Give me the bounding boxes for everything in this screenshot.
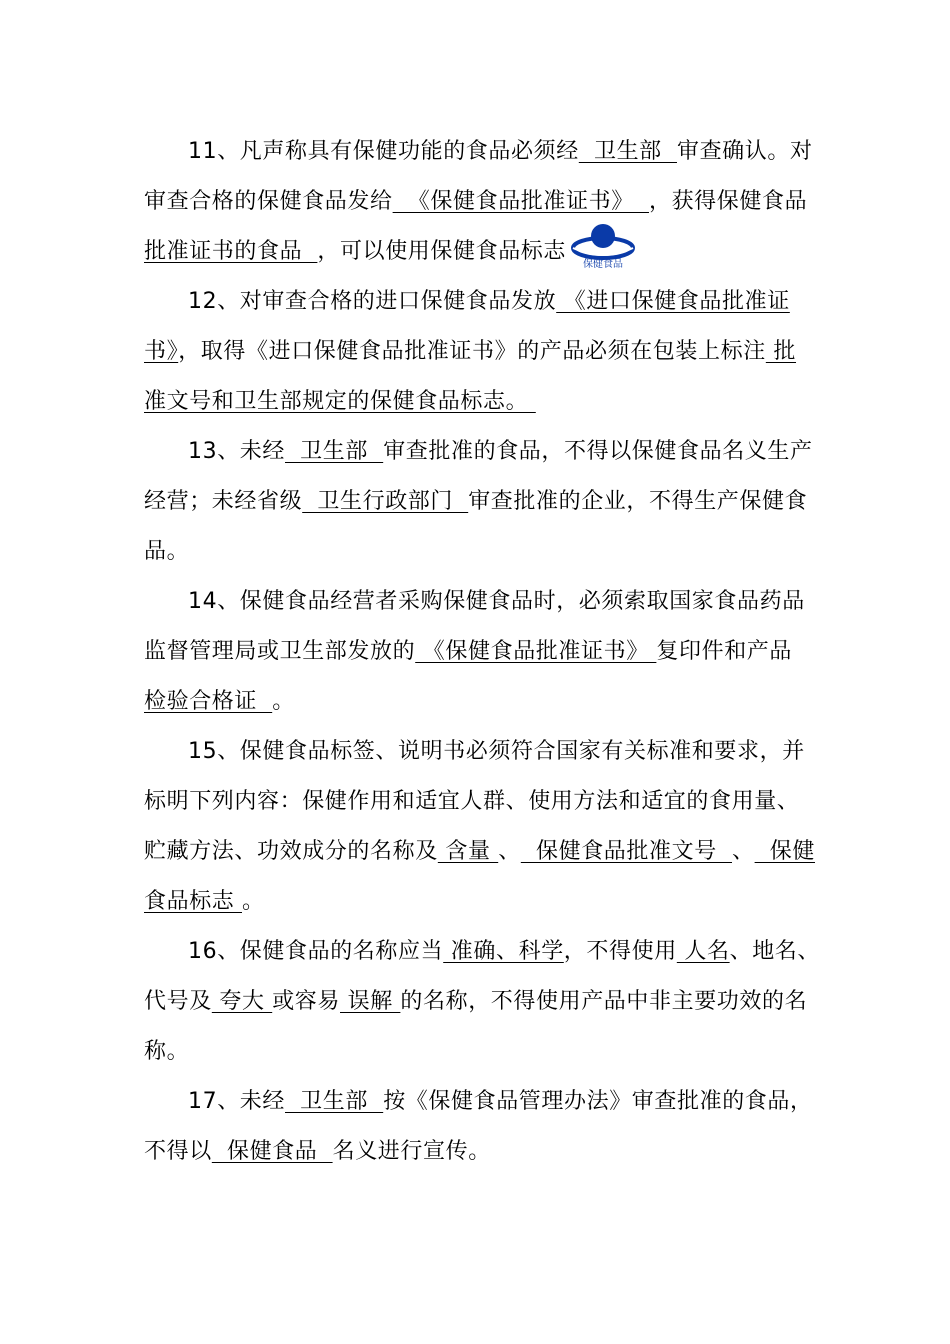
text-segment: 。 xyxy=(242,889,265,914)
text-line xyxy=(144,627,792,677)
text-segment: 按《保健食品管理办法》审查批准的食品， xyxy=(383,1089,813,1114)
text-segment: ，取得《进口保健食品批准证书》的产品必须在包装上标注 xyxy=(178,339,766,364)
underlined-answer: 书》 xyxy=(144,339,179,364)
text-line xyxy=(188,927,820,977)
text-segment: 称。 xyxy=(144,1039,190,1064)
text-line xyxy=(144,977,807,1027)
text-segment: 标明下列内容：保健作用和适宜人群、使用方法和适宜的食用量、 xyxy=(144,789,800,814)
text-line xyxy=(188,127,813,177)
text-segment: 监督管理局或卫生部发放的 xyxy=(144,639,416,664)
text-line xyxy=(144,227,566,277)
text-line xyxy=(144,477,807,527)
underlined-answer: 卫生部 xyxy=(285,439,384,464)
text-segment: 不得以 xyxy=(144,1139,212,1164)
underlined-answer: 保健食品批准文号 xyxy=(520,839,732,864)
underlined-answer: 批 xyxy=(765,339,797,364)
text-line xyxy=(144,827,815,877)
underlined-answer: 夸大 xyxy=(211,989,273,1014)
text-line xyxy=(144,527,189,577)
text-segment: 、 xyxy=(498,839,521,864)
text-segment: 、 xyxy=(732,839,755,864)
text-segment: 12、对审查合格的进口保健食品发放 xyxy=(188,289,557,314)
text-segment: 11、凡声称具有保健功能的食品必须经 xyxy=(188,139,579,164)
text-segment: 名义进行宣传。 xyxy=(332,1139,491,1164)
underlined-answer: 保健 xyxy=(754,839,815,864)
text-segment: 。 xyxy=(272,689,295,714)
underlined-answer: 食品标志 xyxy=(144,889,242,914)
text-segment: 经营；未经省级 xyxy=(144,489,303,514)
text-segment: 16、保健食品的名称应当 xyxy=(188,939,444,964)
underlined-answer: 卫生部 xyxy=(285,1089,384,1114)
text-segment: 复印件和产品 xyxy=(656,639,792,664)
text-segment: 审查合格的保健食品发给 xyxy=(144,189,393,214)
text-segment: 17、未经 xyxy=(188,1089,285,1114)
text-segment: 审查批准的食品，不得以保健食品名义生产 xyxy=(383,439,813,464)
underlined-answer: 《保健食品批准证书》 xyxy=(392,189,649,214)
health-food-logo-caption: 保健食品 xyxy=(583,259,623,270)
health-food-logo-graphic xyxy=(570,222,636,260)
text-segment: 或容易 xyxy=(272,989,341,1014)
underlined-answer: 卫生行政部门 xyxy=(302,489,469,514)
underlined-answer: 《保健食品批准证书》 xyxy=(415,639,657,664)
text-segment: 的名称，不得使用产品中非主要功效的名 xyxy=(400,989,808,1014)
underlined-answer: 准确、科学 xyxy=(443,939,564,964)
text-line xyxy=(188,277,790,327)
underlined-answer: 卫生部 xyxy=(578,139,677,164)
underlined-answer: 检验合格证 xyxy=(144,689,273,714)
text-line xyxy=(144,377,536,427)
text-line xyxy=(188,727,805,777)
text-segment: ，获得保健食品 xyxy=(648,189,808,214)
text-segment: 贮藏方法、功效成分的名称及 xyxy=(144,839,438,864)
text-segment: 13、未经 xyxy=(188,439,285,464)
text-line xyxy=(188,427,813,477)
health-food-logo-icon xyxy=(570,222,636,274)
text-segment: 代号及 xyxy=(144,989,212,1014)
underlined-answer: 误解 xyxy=(340,989,401,1014)
text-line xyxy=(144,677,295,727)
text-line xyxy=(188,577,805,627)
underlined-answer: 含量 xyxy=(437,839,499,864)
underlined-answer: 人名 xyxy=(676,939,730,964)
text-line xyxy=(144,1027,189,1077)
underlined-answer: 批准证书的食品 xyxy=(144,239,318,264)
text-line xyxy=(144,327,796,377)
text-line xyxy=(188,1077,813,1127)
text-segment: 15、保健食品标签、说明书必须符合国家有关标准和要求，并 xyxy=(188,739,805,764)
text-segment: 、地名、 xyxy=(729,939,821,964)
text-line xyxy=(144,177,807,227)
underlined-answer: 《进口保健食品批准证 xyxy=(556,289,790,314)
underlined-answer: 保健食品 xyxy=(211,1139,333,1164)
text-segment: 14、保健食品经营者采购保健食品时，必须索取国家食品药品 xyxy=(188,589,805,614)
text-line xyxy=(144,777,799,827)
text-segment: ，不得使用 xyxy=(563,939,677,964)
underlined-answer: 准文号和卫生部规定的保健食品标志。 xyxy=(144,389,536,414)
text-segment: 品。 xyxy=(144,539,190,564)
text-segment: 审查批准的企业，不得生产保健食 xyxy=(468,489,808,514)
text-line xyxy=(144,877,265,927)
text-line xyxy=(144,1127,491,1177)
text-segment: ，可以使用保健食品标志 xyxy=(317,239,566,264)
text-segment: 审查确认。对 xyxy=(676,139,813,164)
